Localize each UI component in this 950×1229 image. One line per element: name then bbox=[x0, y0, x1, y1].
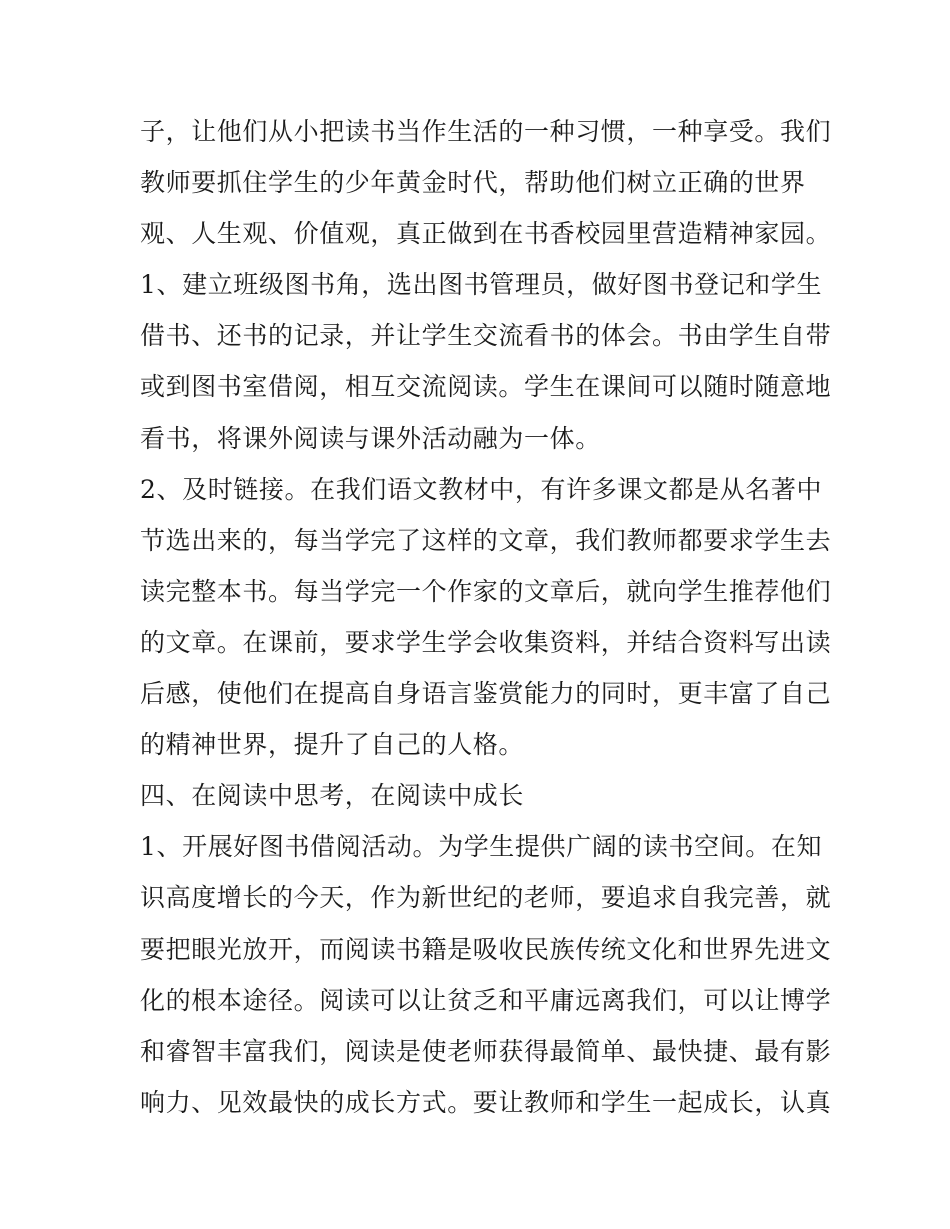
text-line: 的文章。在课前，要求学生学会收集资料，并结合资料写出读 bbox=[140, 627, 832, 657]
text-line: 化的根本途径。阅读可以让贫乏和平庸远离我们，可以让博学 bbox=[140, 985, 832, 1015]
text-line: 借书、还书的记录，并让学生交流看书的体会。书由学生自带 bbox=[140, 321, 832, 351]
text-line: 1、开展好图书借阅活动。为学生提供广阔的读书空间。在知 bbox=[140, 832, 823, 862]
text-line: 后感，使他们在提高自身语言鉴赏能力的同时，更丰富了自己 bbox=[140, 679, 832, 709]
text-line: 子，让他们从小把读书当作生活的一种习惯，一种享受。我们 bbox=[140, 117, 832, 146]
text-line: 的精神世界，提升了自己的人格。 bbox=[140, 730, 525, 760]
text-line: 识高度增长的今天，作为新世纪的老师，要追求自我完善，就 bbox=[140, 883, 832, 913]
text-line: 教师要抓住学生的少年黄金时代，帮助他们树立正确的世界 bbox=[140, 168, 806, 198]
text-line: 响力、见效最快的成长方式。要让教师和学生一起成长，认真 bbox=[140, 1087, 832, 1117]
text-line: 读完整本书。每当学完一个作家的文章后，就向学生推荐他们 bbox=[140, 576, 832, 606]
text-line: 节选出来的，每当学完了这样的文章，我们教师都要求学生去 bbox=[140, 525, 832, 555]
section-heading: 四、在阅读中思考，在阅读中成长 bbox=[140, 781, 525, 811]
text-line: 要把眼光放开，而阅读书籍是吸收民族传统文化和世界先进文 bbox=[140, 934, 832, 964]
text-line: 1、建立班级图书角，选出图书管理员，做好图书登记和学生 bbox=[140, 270, 823, 300]
text-line: 和睿智丰富我们，阅读是使老师获得最简单、最快捷、最有影 bbox=[140, 1036, 832, 1066]
body-text bbox=[140, 106, 832, 1128]
text-line: 2、及时链接。在我们语文教材中，有许多课文都是从名著中 bbox=[140, 474, 823, 504]
text-line: 看书，将课外阅读与课外活动融为一体。 bbox=[140, 423, 601, 453]
text-line: 或到图书室借阅，相互交流阅读。学生在课间可以随时随意地 bbox=[140, 372, 832, 402]
text-line: 观、人生观、价值观，真正做到在书香校园里营造精神家园。 bbox=[140, 219, 832, 249]
